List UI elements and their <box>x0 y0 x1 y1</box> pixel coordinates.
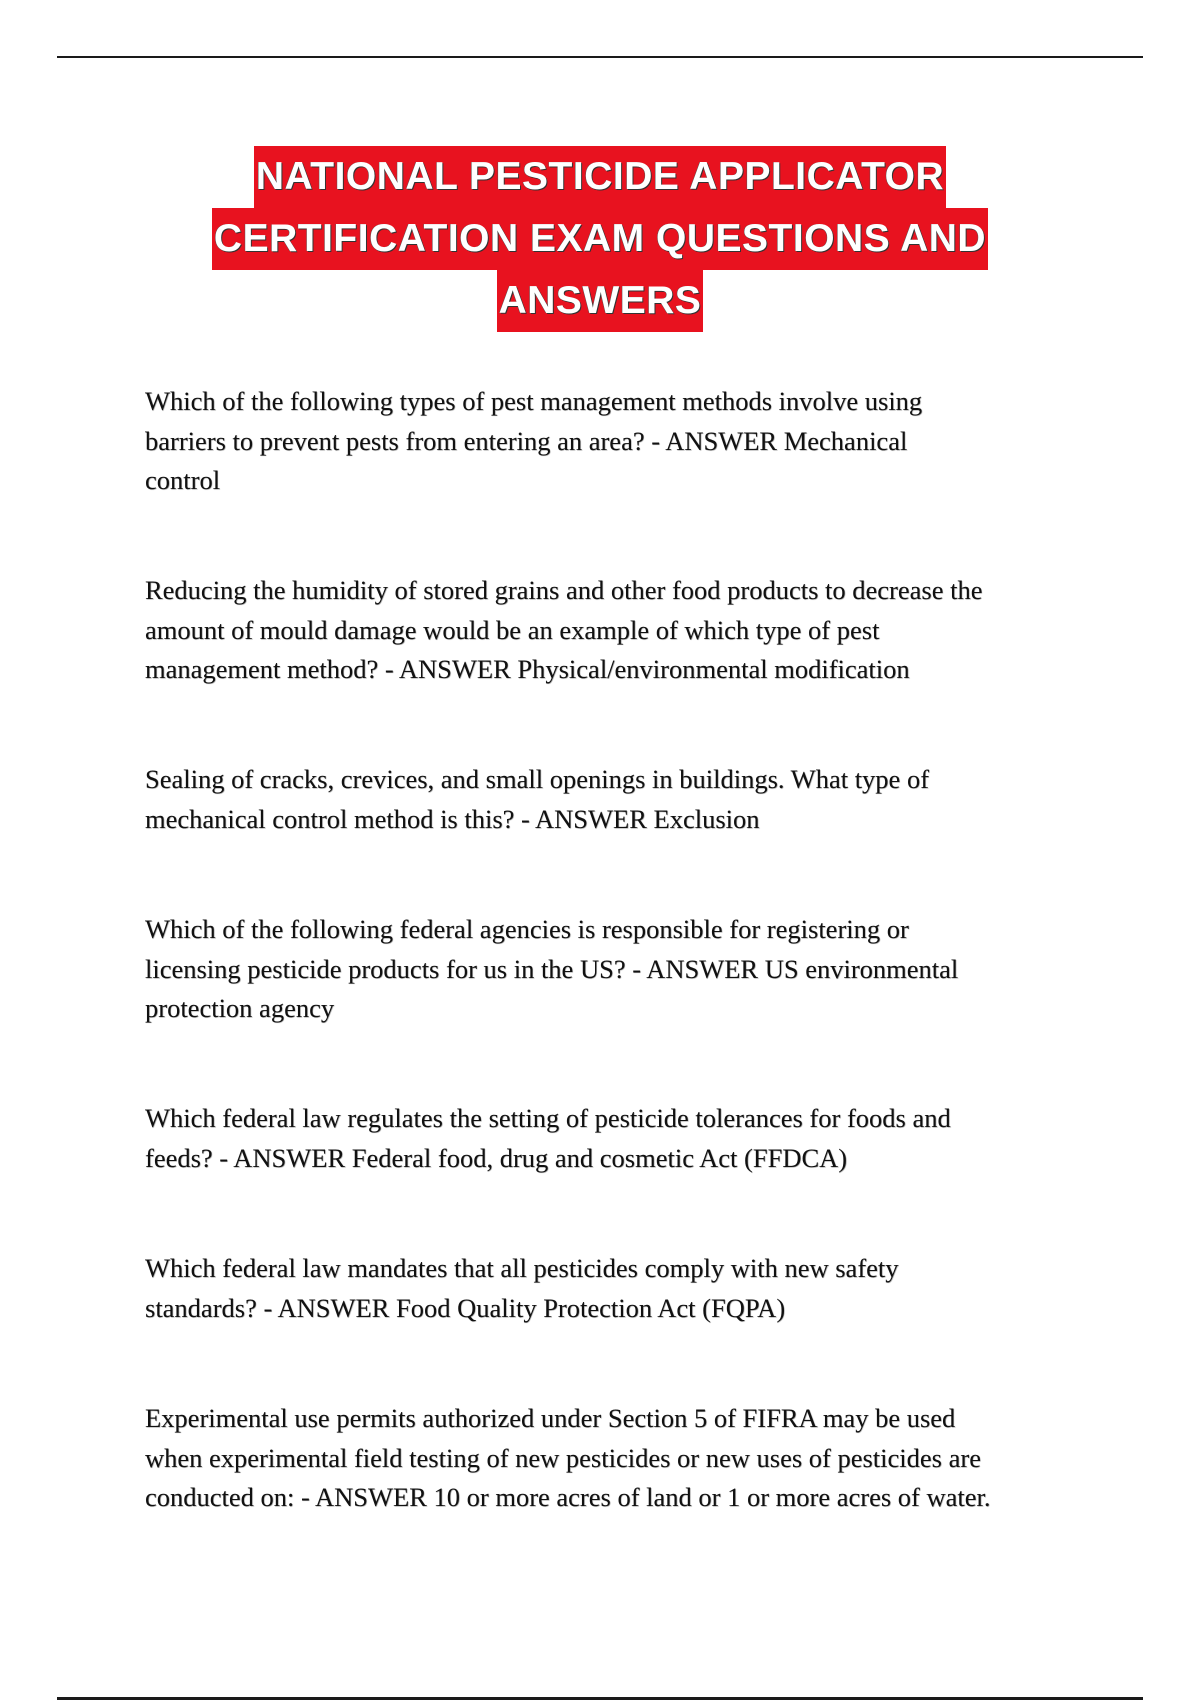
qa-line: protection agency <box>145 993 335 1023</box>
qa-item-7 <box>145 1399 1075 1518</box>
document-title <box>60 146 1140 332</box>
qa-line: Which of the following federal agencies is responsible for registering or <box>145 914 909 944</box>
qa-line: amount of mould damage would be an example of which type of pest <box>145 614 880 645</box>
qa-item-3 <box>145 760 1075 839</box>
qa-item-2 <box>145 571 1075 690</box>
qa-line: Which federal law regulates the setting of pesticide tolerances for foods and <box>145 1103 951 1133</box>
qa-line: Reducing the humidity of stored grains and other food products to decrease the <box>145 575 983 605</box>
qa-line: licensing pesticide products for us in the US? - ANSWER US environmental <box>145 953 959 984</box>
qa-line: Sealing of cracks, crevices, and small openings in buildings. What type of <box>145 764 930 794</box>
qa-item-4 <box>145 910 1075 1029</box>
top-rule <box>57 56 1143 58</box>
title-line-2: CERTIFICATION EXAM QUESTIONS AND <box>212 208 988 270</box>
qa-line: standards? - ANSWER Food Quality Protection Act (FQPA) <box>145 1292 786 1323</box>
qa-line: management method? - ANSWER Physical/environmental modification <box>145 654 910 684</box>
qa-line: feeds? - ANSWER Federal food, drug and cosmetic Act (FFDCA) <box>145 1142 848 1173</box>
qa-item-5 <box>145 1099 1075 1178</box>
qa-line: control <box>145 465 221 495</box>
qa-line: Which federal law mandates that all pesticides comply with new safety <box>145 1253 899 1283</box>
qa-line: Which of the following types of pest management methods involve using <box>145 386 923 416</box>
title-line-3: ANSWERS <box>497 270 704 332</box>
qa-line: Experimental use permits authorized under Section 5 of FIFRA may be used <box>145 1403 956 1433</box>
qa-line: mechanical control method is this? - ANSWER Exclusion <box>145 803 760 834</box>
qa-item-1 <box>145 382 1075 501</box>
title-line-1: NATIONAL PESTICIDE APPLICATOR <box>254 146 946 208</box>
qa-item-6 <box>145 1249 1075 1328</box>
qa-line: when experimental field testing of new pesticides or new uses of pesticides are <box>145 1442 981 1473</box>
qa-line: conducted on: - ANSWER 10 or more acres of land or 1 or more acres of water. <box>145 1482 991 1512</box>
qa-line: barriers to prevent pests from entering an area? - ANSWER Mechanical <box>145 425 908 456</box>
